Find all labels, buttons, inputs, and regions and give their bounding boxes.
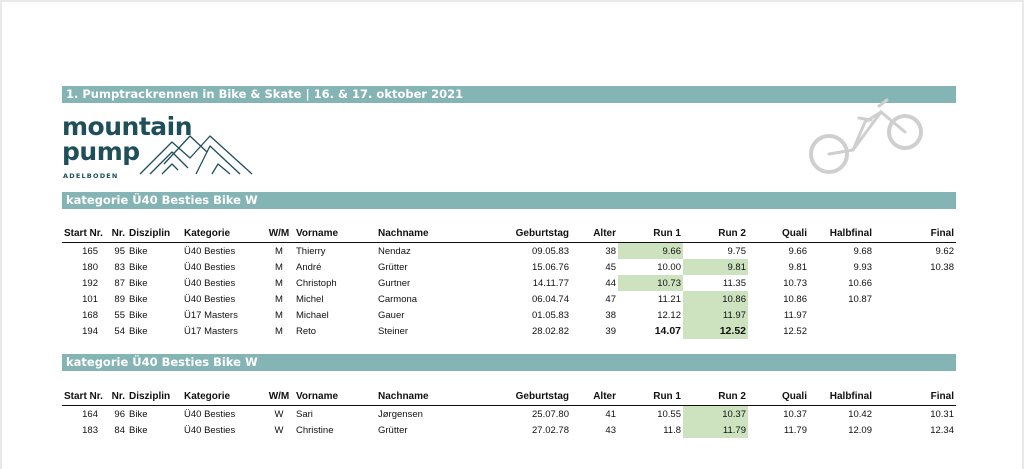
cell-nachname: Nendaz	[378, 245, 411, 257]
cell-kategorie: Ü40 Besties	[184, 261, 236, 273]
cell-vorname: Michel	[296, 293, 324, 305]
cell-geburtstag: 15.06.76	[532, 261, 569, 273]
cell-kategorie: Ü17 Masters	[184, 325, 238, 337]
cell-nr: 84	[114, 424, 125, 436]
column-header-final: Final	[874, 388, 956, 406]
cell-kategorie: Ü40 Besties	[184, 277, 236, 289]
cell-start: 165	[82, 245, 98, 257]
cell-halbfinal: 10.87	[848, 293, 872, 305]
table-row	[62, 291, 956, 307]
cell-quali: 12.52	[783, 325, 807, 337]
cell-nr: 89	[114, 293, 125, 305]
cell-run2: 10.86	[683, 291, 748, 307]
logo-line-2: pump	[62, 137, 140, 166]
column-header-start: Start Nr.	[62, 225, 100, 243]
column-header-run1: Run 1	[618, 225, 683, 243]
column-header-nachname: Nachname	[376, 388, 486, 406]
column-header-nr: Nr.	[100, 388, 127, 406]
cell-disziplin: Bike	[129, 325, 148, 337]
cell-vorname: Michael	[296, 309, 329, 321]
cell-wm: M	[275, 309, 283, 321]
cell-halbfinal: 10.42	[848, 408, 872, 420]
results-page	[2, 2, 1022, 469]
cell-run1: 14.07	[654, 325, 681, 337]
cell-disziplin: Bike	[129, 293, 148, 305]
cell-disziplin: Bike	[129, 424, 148, 436]
cell-run1: 10.00	[657, 261, 681, 273]
cell-vorname: Thierry	[296, 245, 326, 257]
column-header-wm: W/M	[264, 388, 294, 406]
cell-run1: 12.12	[657, 309, 681, 321]
cell-disziplin: Bike	[129, 245, 148, 257]
cell-vorname: Reto	[296, 325, 317, 337]
table-row	[62, 243, 956, 260]
cell-final	[874, 307, 956, 323]
column-header-vorname: Vorname	[294, 225, 376, 243]
results-table-1	[62, 225, 956, 339]
cell-halbfinal: 10.66	[848, 277, 872, 289]
cell-run1: 11.21	[657, 293, 681, 305]
cell-wm: M	[275, 293, 283, 305]
cell-wm: M	[275, 245, 283, 257]
cell-wm: M	[275, 325, 283, 337]
cell-quali: 9.81	[788, 261, 807, 273]
column-header-final: Final	[874, 225, 956, 243]
header-row	[62, 225, 956, 243]
cell-final: 9.62	[935, 245, 954, 257]
cell-disziplin: Bike	[129, 309, 148, 321]
cell-start: 164	[82, 408, 98, 420]
cell-nr: 55	[114, 309, 125, 321]
cell-alter: 38	[605, 245, 616, 257]
cell-run2: 11.97	[683, 307, 748, 323]
column-header-geburtstag: Geburtstag	[486, 225, 571, 243]
column-header-kategorie: Kategorie	[182, 225, 264, 243]
cell-final	[874, 323, 956, 339]
column-header-alter: Alter	[571, 225, 618, 243]
cell-quali: 11.79	[783, 424, 807, 436]
cell-nr: 83	[114, 261, 125, 273]
cell-nachname: Steiner	[378, 325, 409, 337]
cell-vorname: Christine	[296, 424, 334, 436]
cell-final	[874, 291, 956, 307]
table-row	[62, 275, 956, 291]
cell-wm: W	[274, 424, 284, 436]
cell-run1: 11.8	[663, 424, 681, 436]
cell-halbfinal: 9.68	[853, 245, 872, 257]
cell-run2: 9.75	[727, 245, 746, 257]
cell-start: 183	[82, 424, 98, 436]
category-title-1: kategorie Ü40 Besties Bike W	[62, 192, 956, 209]
cell-final: 12.34	[930, 424, 954, 436]
cell-wm: M	[275, 261, 283, 273]
table-row	[62, 307, 956, 323]
cell-quali: 10.86	[783, 293, 807, 305]
cell-alter: 44	[605, 277, 616, 289]
cell-geburtstag: 25.07.80	[532, 408, 569, 420]
column-header-run2: Run 2	[683, 225, 748, 243]
cell-run1: 10.55	[657, 408, 681, 420]
cell-kategorie: Ü40 Besties	[184, 245, 236, 257]
cell-vorname: André	[296, 261, 322, 273]
column-header-run1: Run 1	[618, 388, 683, 406]
cell-final	[874, 275, 956, 291]
column-header-nr: Nr.	[100, 225, 127, 243]
cell-geburtstag: 14.11.77	[532, 277, 569, 289]
cell-kategorie: Ü17 Masters	[184, 309, 238, 321]
category-title-2: kategorie Ü40 Besties Bike W	[62, 354, 956, 371]
results-table-2	[62, 388, 956, 438]
cell-quali: 10.37	[783, 408, 807, 420]
cell-start: 168	[82, 309, 98, 321]
cell-alter: 43	[605, 424, 616, 436]
column-header-kategorie: Kategorie	[182, 388, 264, 406]
column-header-run2: Run 2	[683, 388, 748, 406]
cell-nachname: Gurtner	[378, 277, 411, 289]
cell-vorname: Sari	[296, 408, 313, 420]
cell-run1: 10.73	[618, 275, 683, 291]
cell-geburtstag: 09.05.83	[532, 245, 569, 257]
cell-quali: 11.97	[783, 309, 807, 321]
cell-halbfinal: 12.09	[848, 424, 872, 436]
cell-run2: 10.37	[683, 406, 748, 423]
cell-quali: 9.66	[788, 245, 807, 257]
cell-kategorie: Ü40 Besties	[184, 424, 236, 436]
cell-nr: 54	[114, 325, 125, 337]
column-header-halbfinal: Halbfinal	[809, 225, 874, 243]
column-header-vorname: Vorname	[294, 388, 376, 406]
cell-halbfinal	[809, 323, 874, 339]
event-title-bar: 1. Pumptrackrennen in Bike & Skate | 16. & 17. oktober 2021	[62, 86, 956, 103]
cell-nachname: Grütter	[378, 261, 408, 273]
cell-start: 101	[82, 293, 98, 305]
cell-run2: 12.52	[683, 323, 748, 339]
column-header-start: Start Nr.	[62, 388, 100, 406]
cell-wm: M	[275, 277, 283, 289]
cell-kategorie: Ü40 Besties	[184, 408, 236, 420]
column-header-quali: Quali	[748, 388, 809, 406]
table-row	[62, 259, 956, 275]
cell-alter: 41	[605, 408, 616, 420]
cell-wm: W	[274, 408, 284, 420]
cell-quali: 10.73	[783, 277, 807, 289]
table-row	[62, 323, 956, 339]
cell-run1: 9.66	[618, 243, 683, 260]
column-header-nachname: Nachname	[376, 225, 486, 243]
cell-kategorie: Ü40 Besties	[184, 293, 236, 305]
column-header-geburtstag: Geburtstag	[486, 388, 571, 406]
cell-geburtstag: 06.04.74	[532, 293, 569, 305]
logo-subtitle: ADELBODEN	[63, 172, 119, 180]
logo-line-1: mountain	[62, 112, 193, 141]
cell-nachname: Jørgensen	[378, 408, 423, 420]
column-header-alter: Alter	[571, 388, 618, 406]
column-header-quali: Quali	[748, 225, 809, 243]
column-header-disziplin: Disziplin	[127, 225, 182, 243]
cell-final: 10.38	[930, 261, 954, 273]
cell-geburtstag: 27.02.78	[532, 424, 569, 436]
cell-nachname: Carmona	[378, 293, 418, 305]
cell-run2: 11.35	[722, 277, 746, 289]
cell-halbfinal: 9.93	[853, 261, 872, 273]
header-row	[62, 388, 956, 406]
cell-final: 10.31	[930, 408, 954, 420]
cell-vorname: Christoph	[296, 277, 337, 289]
table-row	[62, 406, 956, 423]
cell-nr: 87	[114, 277, 125, 289]
cell-nachname: Gauer	[378, 309, 405, 321]
cell-geburtstag: 01.05.83	[532, 309, 569, 321]
cell-start: 194	[82, 325, 98, 337]
cell-alter: 47	[605, 293, 616, 305]
cell-start: 180	[82, 261, 98, 273]
cell-disziplin: Bike	[129, 277, 148, 289]
cell-disziplin: Bike	[129, 261, 148, 273]
cell-run2: 11.79	[683, 422, 748, 438]
cell-start: 192	[82, 277, 98, 289]
cell-halbfinal	[809, 307, 874, 323]
bike-icon	[807, 98, 927, 178]
cell-geburtstag: 28.02.82	[532, 325, 569, 337]
cell-run2: 9.81	[683, 259, 748, 275]
column-header-disziplin: Disziplin	[127, 388, 182, 406]
cell-nachname: Grütter	[378, 424, 408, 436]
cell-nr: 95	[114, 245, 125, 257]
cell-nr: 96	[114, 408, 125, 420]
column-header-wm: W/M	[264, 225, 294, 243]
cell-alter: 39	[605, 325, 616, 337]
column-header-halbfinal: Halbfinal	[809, 388, 874, 406]
mountain-pump-logo	[62, 114, 302, 184]
table-row	[62, 422, 956, 438]
cell-disziplin: Bike	[129, 408, 148, 420]
cell-alter: 45	[605, 261, 616, 273]
cell-alter: 38	[605, 309, 616, 321]
